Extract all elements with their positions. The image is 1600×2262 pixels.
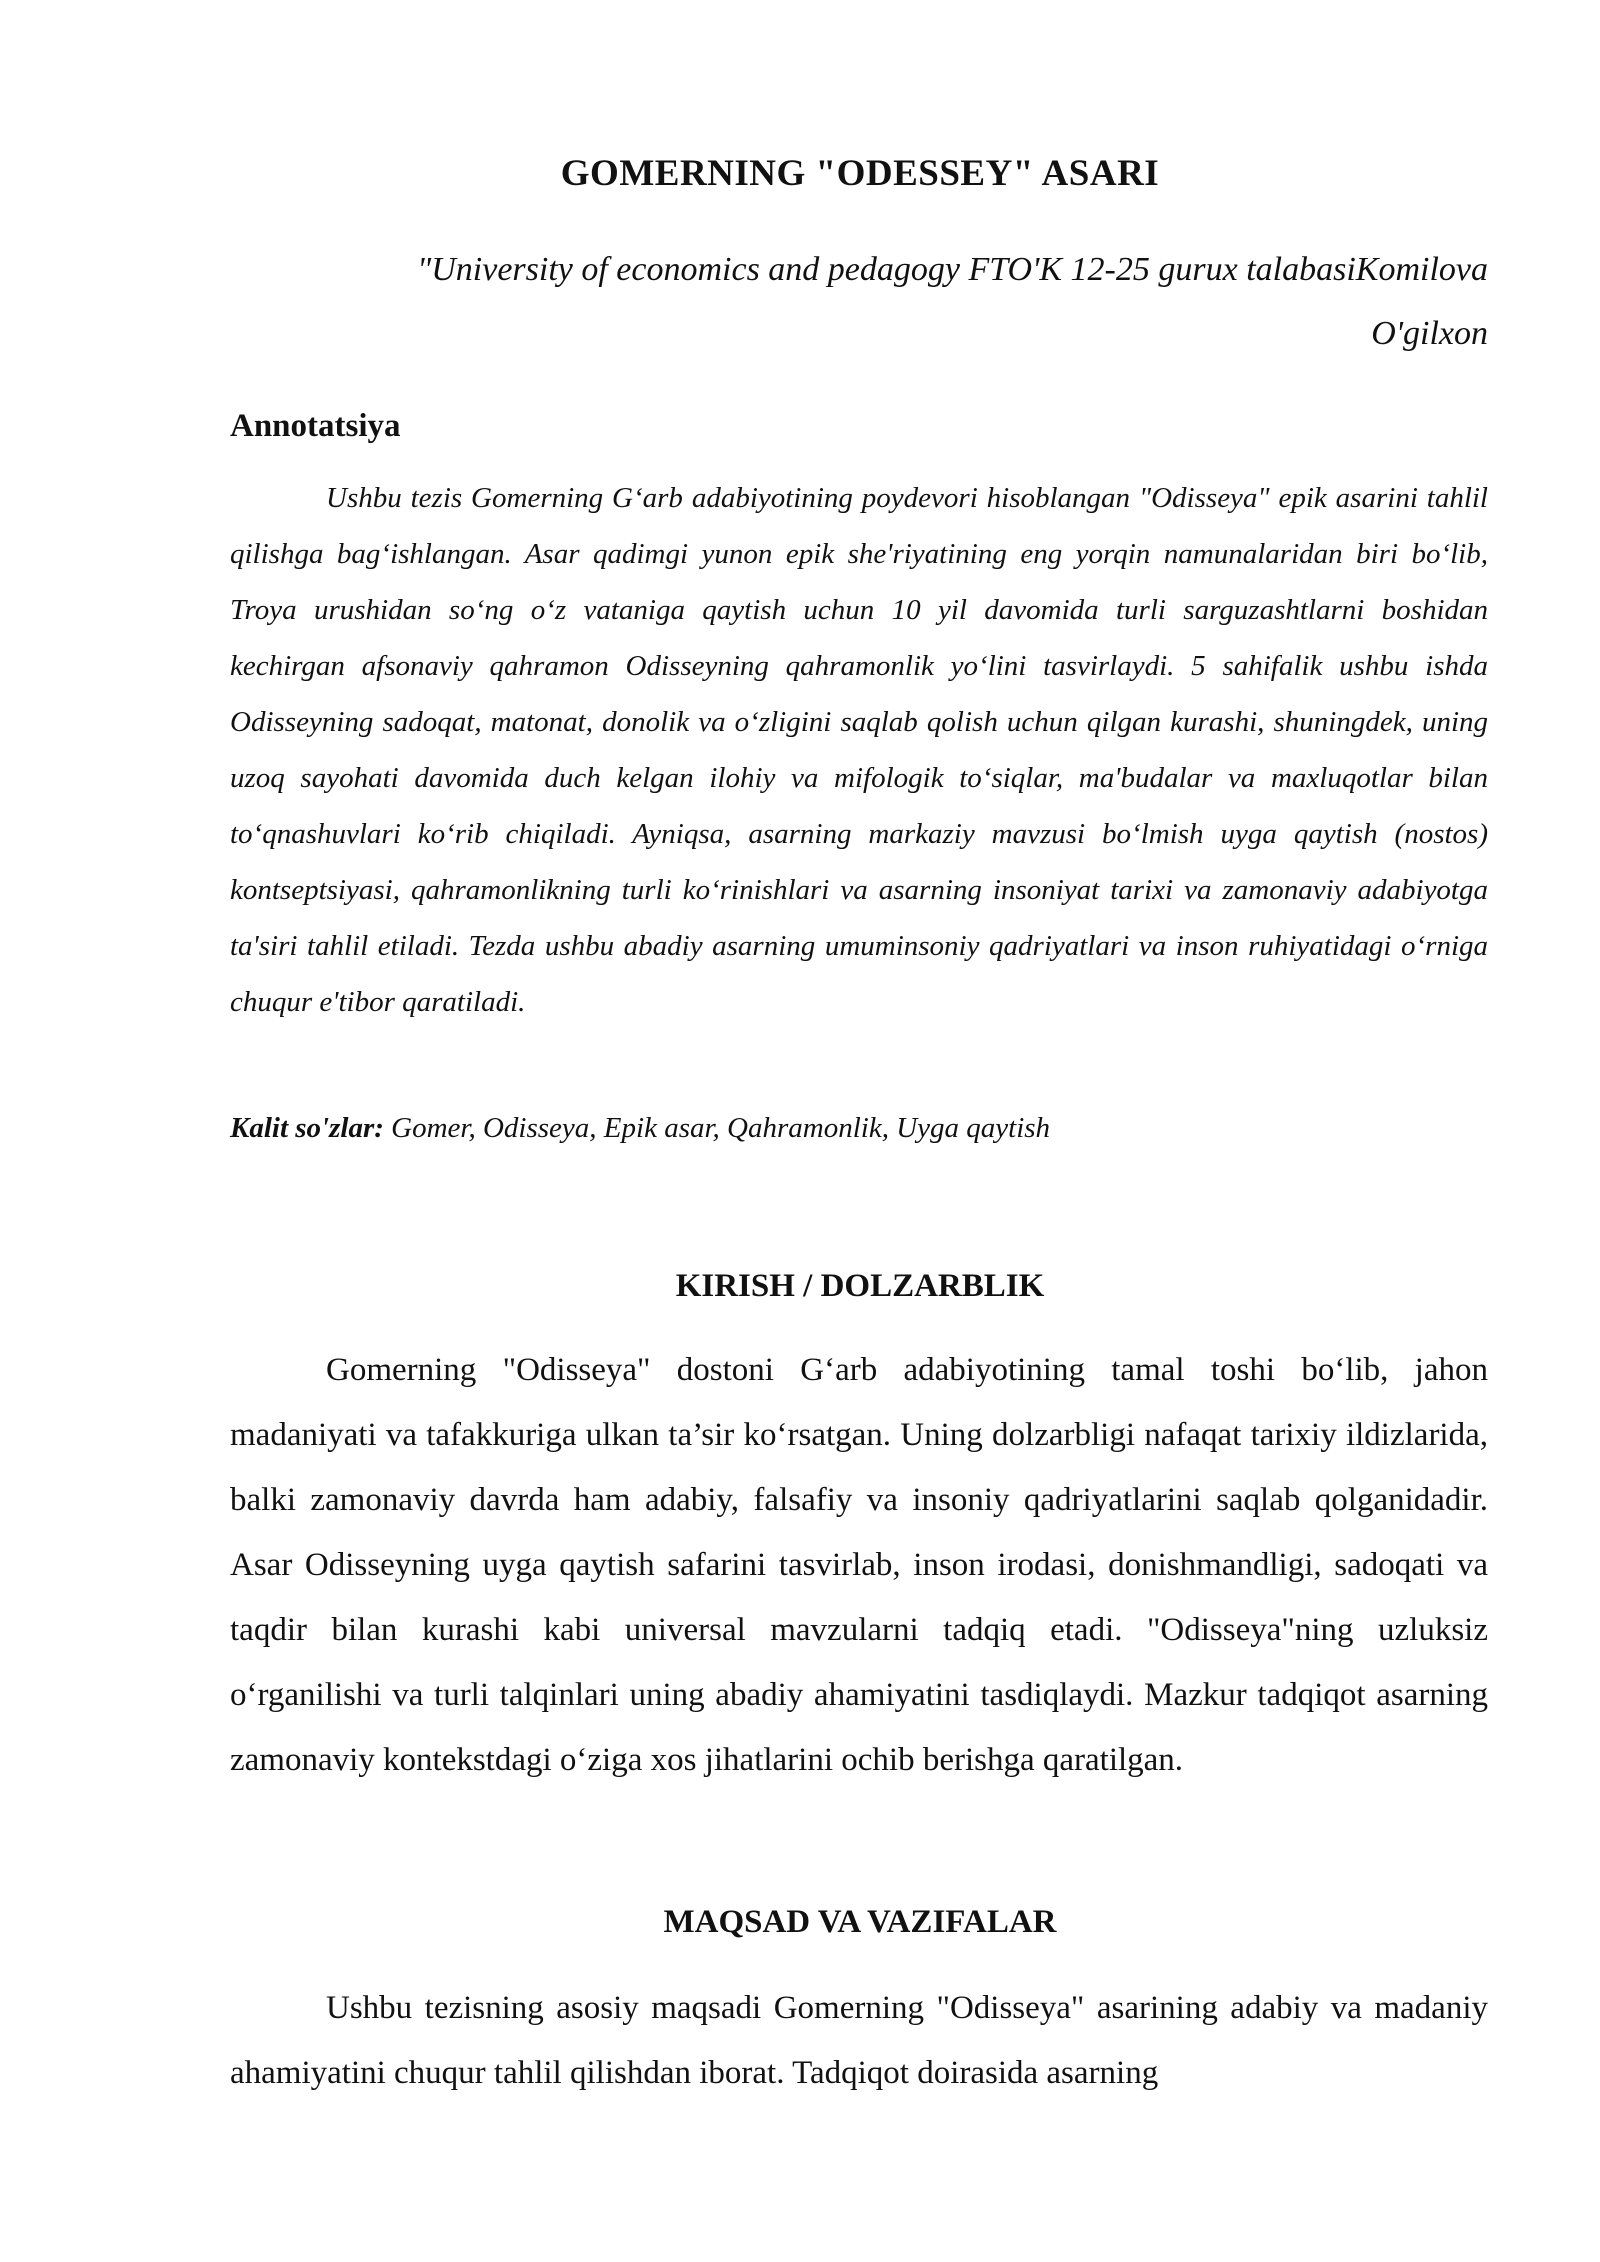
annotation-text: Ushbu tezis Gomerning G‘arb adabiyotining poydevori hisoblangan "Odisseya" epik asarini tahlil qilishga bag‘ishlangan. Asar qadimgi yunon epik she'riyatining eng yorqin namunalaridan biri bo‘lib, Troya urushidan so‘ng o‘z vataniga qaytish uchun 10 yil davomida turli sarguzashtlarni boshidan kechirgan afsonaviy qahramon Odisseyning qahramonlik yo‘lini tasvirlaydi. 5 sahifalik ushbu ishda Odisseyning sadoqat, matonat, donolik va o‘zligini saqlab qolish uchun qilgan kurashi, shuningdek, uning uzoq sayohati davomida duch kelgan ilohiy va mifologik to‘siqlar, ma'budalar va maxluqotlar bilan to‘qnashuvlari ko‘rib chiqiladi. Ayniqsa, asarning markaziy mavzusi bo‘lmish uyga qaytish (nostos) kontseptsiyasi, qahramonlikning turli ko‘rinishlari va asarning insoniyat tarixi va zamonaviy adabiyotga ta'siri tahlil etiladi. Tezda ushbu abadiy asarning umuminsoniy qadriyatlari va inson ruhiyatidagi o‘rniga chuqur e'tibor qaratiladi. bbox=[230, 482, 1488, 1018]
goals-heading: MAQSAD VA VAZIFALAR bbox=[663, 1904, 1057, 1940]
goals-paragraph: Ushbu tezisning asosiy maqsadi Gomerning "Odisseya" asarining adabiy va madaniy ahamiyatini chuqur tahlil qilishdan iborat. Tadqiqot doirasida asarning bbox=[230, 1990, 1488, 2091]
document-title: GOMERNING "ODESSEY" ASARI bbox=[560, 153, 1160, 194]
keywords-line bbox=[230, 1104, 1488, 1152]
intro-paragraph: Gomerning "Odisseya" dostoni G‘arb adabiyotining tamal toshi bo‘lib, jahon madaniyati va tafakkuriga ulkan ta’sir ko‘rsatgan. Uning dolzarbligi nafaqat tarixiy ildizlarida, balki zamonaviy davrda ham adabiy, falsafiy va insoniy qadriyatlarini saqlab qolganidadir. Asar Odisseyning uyga qaytish safarini tasvirlab, inson irodasi, donishmandligi, sadoqati va taqdir bilan kurashi kabi universal mavzularni tadqiq etadi. "Odisseya"ning uzluksiz o‘rganilishi va turli talqinlari uning abadiy ahamiyatini tasdiqlaydi. Mazkur tadqiqot asarning zamonaviy kontekstdagi o‘ziga xos jihatlarini ochib berishga qaratilgan. bbox=[230, 1352, 1488, 1778]
author-affiliation: "University of economics and pedagogy FTO'K 12-25 gurux talabasiKomilova O'gilxon bbox=[416, 251, 1488, 352]
annotation-heading: Annotatsiya bbox=[230, 408, 401, 444]
keywords-text: Gomer, Odisseya, Epik asar, Qahramonlik, Uyga qaytish bbox=[383, 1112, 1051, 1144]
intro-heading: KIRISH / DOLZARBLIK bbox=[675, 1268, 1045, 1304]
keywords-label: Kalit so'zlar: bbox=[230, 1112, 384, 1144]
